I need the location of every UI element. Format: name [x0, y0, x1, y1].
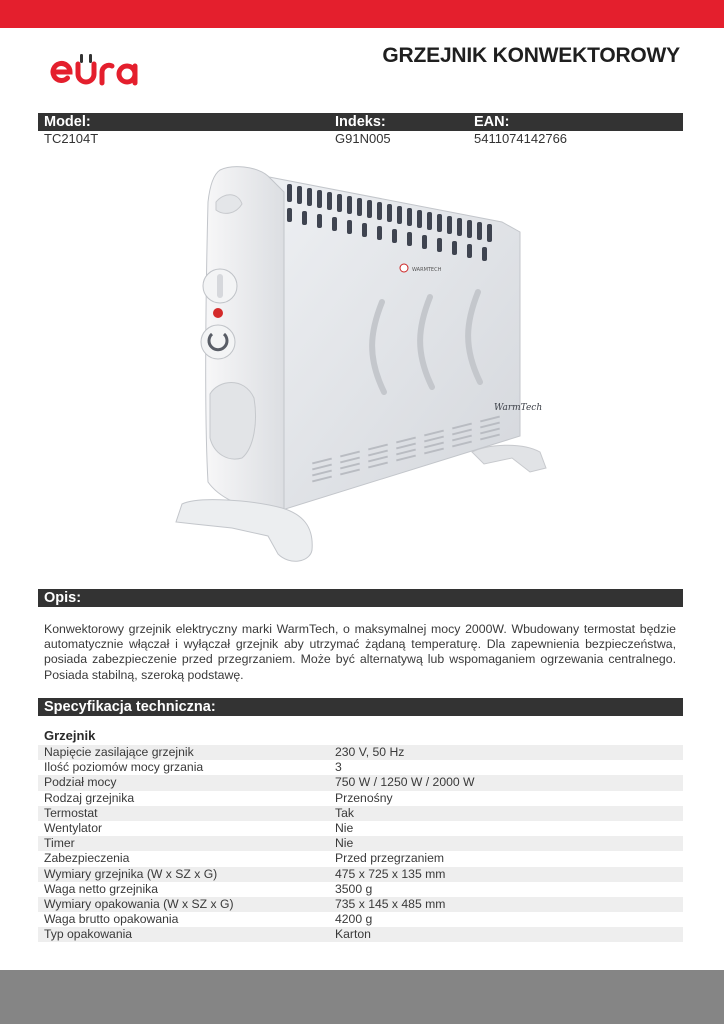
footer-bar: [0, 970, 724, 1024]
spec-label: Napięcie zasilające grzejnik: [44, 745, 194, 759]
spec-value: 3500 g: [335, 881, 373, 896]
spec-value: Tak: [335, 805, 354, 820]
spec-label: Timer: [44, 836, 75, 851]
index-label: Indeks:: [335, 114, 386, 130]
warmtech-brand-mark: WarmTech: [494, 403, 543, 413]
spec-label: Waga brutto opakowania: [44, 912, 179, 927]
product-header-bar: [38, 113, 683, 131]
spec-value: Nie: [335, 820, 354, 835]
specs-heading: Specyfikacja techniczna:: [44, 699, 216, 715]
spec-row: [38, 745, 683, 760]
spec-table: [38, 745, 683, 942]
spec-label: Rodzaj grzejnika: [44, 790, 135, 805]
spec-value: 3: [335, 760, 342, 775]
spec-label: Wymiary grzejnika (W x SZ x G): [44, 866, 218, 881]
spec-value: Nie: [335, 836, 354, 851]
svg-text:WARMTECH: WARMTECH: [412, 267, 442, 273]
spec-row: [38, 882, 683, 897]
spec-value: 750 W / 1250 W / 2000 W: [335, 775, 475, 790]
spec-row: [38, 897, 683, 912]
description-header-bar: [38, 589, 683, 607]
spec-value: 4200 g: [335, 912, 373, 927]
product-meta-row: [38, 131, 683, 147]
spec-row: [38, 760, 683, 775]
spec-value: 735 x 145 x 485 mm: [335, 896, 446, 911]
document-title: GRZEJNIK KONWEKTOROWY: [382, 44, 680, 67]
description-heading: Opis:: [44, 590, 82, 606]
description-text: Konwektorowy grzejnik elektryczny marki WarmTech, o maksymalnej mocy 2000W. Wbudowany termostat będzie automatycznie włączał i wyłączał grzejnik aby utrzymać żądaną temperaturę. Dla zapewnienia bezpieczeństwa, posiada zabezpieczenie przed przegrzaniem. Może być alternatywą lub wspomaganiem ogrzewania centralnego. Posiada stabilną, szeroką podstawę.: [44, 622, 676, 682]
spec-value: Przed przegrzaniem: [335, 851, 445, 866]
product-image: [172, 162, 550, 574]
spec-label: Typ opakowania: [44, 927, 133, 942]
spec-row: [38, 821, 683, 836]
top-accent-bar: [0, 0, 724, 28]
spec-value: 475 x 725 x 135 mm: [335, 866, 446, 881]
spec-row: [38, 775, 683, 790]
specs-header-bar: [38, 698, 683, 716]
spec-label: Wentylator: [44, 820, 103, 835]
spec-label: Ilość poziomów mocy grzania: [44, 760, 204, 775]
eura-logo: [50, 50, 146, 90]
spec-value: Przenośny: [335, 790, 393, 805]
model-value: TC2104T: [44, 131, 99, 146]
spec-label: Wymiary opakowania (W x SZ x G): [44, 896, 234, 911]
spec-row: [38, 791, 683, 806]
spec-label: Waga netto grzejnika: [44, 881, 159, 896]
spec-value: Karton: [335, 927, 371, 942]
model-label: Model:: [44, 114, 91, 130]
ean-value: 5411074142766: [474, 131, 568, 146]
index-value: G91N005: [335, 131, 391, 146]
spec-row: [38, 912, 683, 927]
spec-value: 230 V, 50 Hz: [335, 745, 405, 759]
spec-row: [38, 836, 683, 851]
spec-row: [38, 927, 683, 942]
spec-group-title: Grzejnik: [44, 728, 96, 743]
spec-label: Podział mocy: [44, 775, 117, 790]
spec-row: [38, 867, 683, 882]
spec-label: Termostat: [44, 805, 98, 820]
spec-row: [38, 851, 683, 866]
ean-label: EAN:: [474, 114, 510, 130]
spec-label: Zabezpieczenia: [44, 851, 130, 866]
spec-row: [38, 806, 683, 821]
